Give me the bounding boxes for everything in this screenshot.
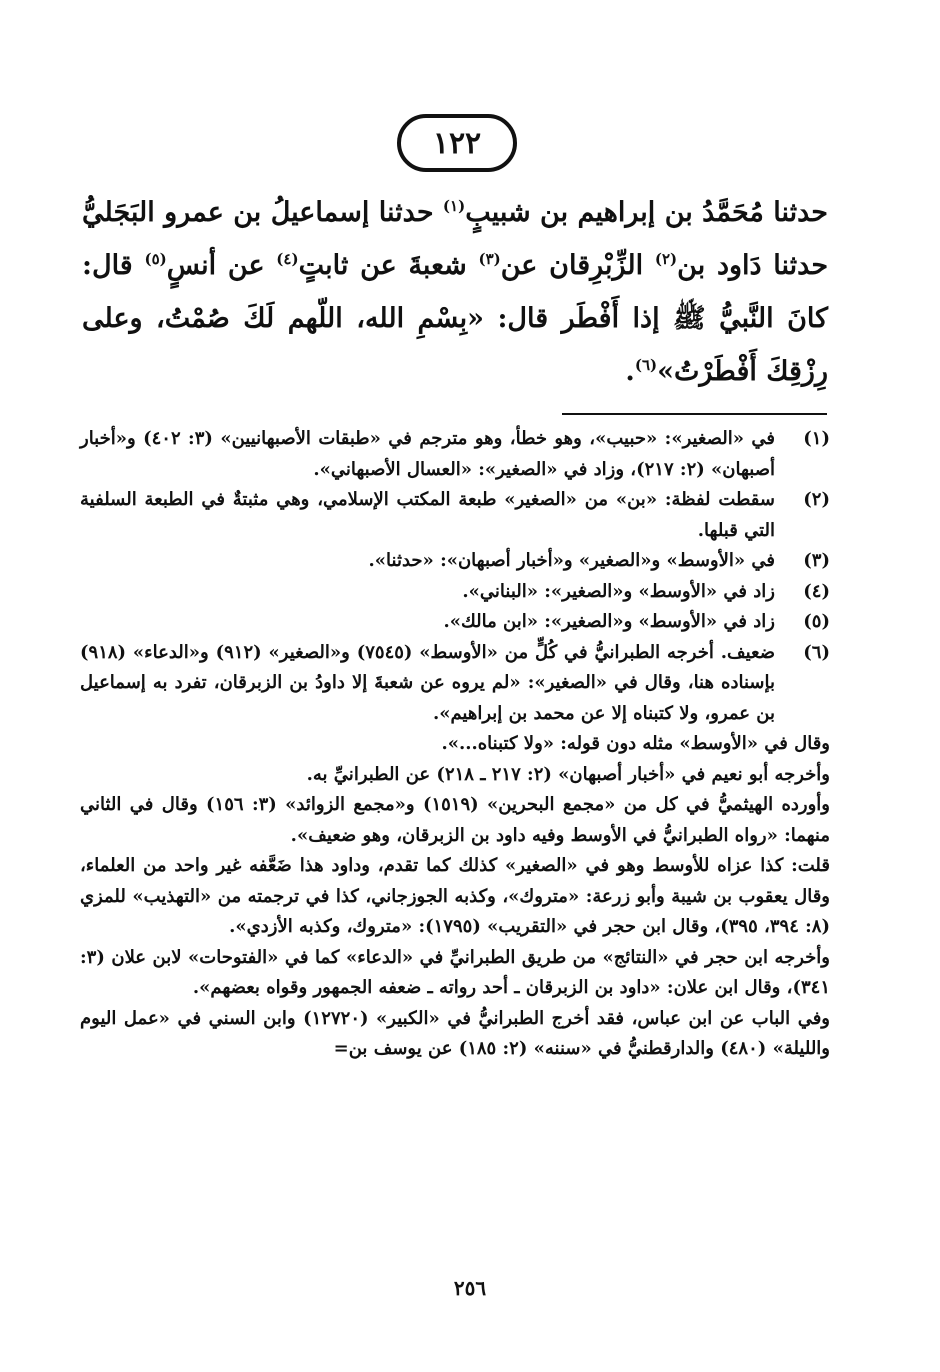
page-number: ٢٥٦: [453, 1276, 487, 1300]
footnote-reference: (٢): [654, 250, 678, 268]
footnote-text: في «الصغير»: «حبيب»، وهو خطأ، وهو مترجم في «طبقات الأصبهانيين» (٣: ٤٠٢) و«أخبار أصبهان» (٢: ٢١٧)، وزاد في «الصغير»: «العسال الأصبهاني».: [80, 428, 775, 480]
hadith-number: ١٢٢: [432, 125, 482, 161]
footnote-2: [80, 485, 830, 546]
footnote-divider: [562, 413, 827, 415]
footnote-continuation: قلت: كذا عزاه للأوسط وهو في «الصغير» كذلك كما تقدم، وداود هذا ضَعَّفه غير واحد من العلماء، وقال يعقوب بن شيبة وأبو زرعة: «متروك»، وكذبه الجوزجاني، كذا في ترجمته من «التهذيب» للمزي (٨: ٣٩٤، ٣٩٥)، وقال ابن حجر في «التقريب» (١٧٩٥): «متروك، وكذبه الأزدي».: [80, 855, 830, 937]
footnote-reference: (١): [442, 197, 466, 215]
footnote-reference: (٤): [276, 250, 299, 268]
hadith-segment: حدثنا إسماعيلُ بن عمرو البَجَليُّ حدثنا دَاود بن$^{(٢)}$: [82, 197, 829, 281]
hadith-segment: قال: كانَ النَّبيُّ ﷺ إذا أَفْطَر قال: «بِسْمِ الله، اللّهم لَكَ صُمْتُ، وعلى رِزْقِكَ أَفْطَرْتُ»$^{(٦)}$: [82, 250, 828, 387]
footnote-number: (٤): [803, 580, 830, 602]
footnote-4: [80, 577, 830, 608]
footnote-text: في «الأوسط» و«الصغير» و«أخبار أصبهان»: «حدثنا».: [368, 550, 775, 571]
footnote-text: زاد في «الأوسط» و«الصغير»: «البناني».: [462, 580, 775, 602]
footnote-number: (٢): [803, 489, 830, 510]
footnote-text: سقطت لفظة: «بن» من «الصغير» طبعة المكتب الإسلامي، وهي مثبتةٌ في الطبعة السلفية التي قبلها.: [80, 489, 775, 541]
footnote-number: (٣): [803, 550, 830, 571]
footnote-reference: (٣): [478, 250, 501, 268]
footnote-continuation: وأخرجه أبو نعيم في «أخبار أصبهان» (٢: ٢١٧ ـ ٢١٨) عن الطبرانيِّ به.: [306, 763, 830, 785]
hadith-segment: عن أنسٍ$^{(٥)}$: [144, 250, 277, 281]
footnote-text: زاد في «الأوسط» و«الصغير»: «ابن مالك».: [443, 611, 775, 632]
footnote-5: [80, 607, 830, 638]
footnote-text: ضعيف. أخرجه الطبرانيُّ في كُلٍّ من «الأوسط» (٧٥٤٥) و«الصغير» (٩١٢) و«الدعاء» (٩١٨) بإسناده هنا، وقال في «الصغير»: «لم يروه عن شعبةَ إلا داودُ بن الزبرقان، تفرد به إسماعيل بن عمرو، ولا كتبناه إلا عن محمد بن إبراهيم».: [80, 641, 775, 724]
hadith-segment: الزِّبْرِقان عن$^{(٣)}$: [478, 250, 655, 281]
footnote-number: (٦): [803, 641, 830, 663]
footnote-number: (٥): [803, 611, 830, 632]
footnote-3: [80, 546, 830, 577]
footnote-6: [80, 638, 830, 730]
hadith-segment: حدثنا مُحَمَّدُ بن إبراهيم بن شبيبٍ$^{(١)}$: [442, 197, 828, 228]
hadith-text: [82, 186, 828, 398]
hadith-segment: .: [625, 356, 635, 387]
footnote-1: [80, 424, 830, 485]
footnote-continuation: وقال في «الأوسط» مثله دون قوله: «ولا كتبناه...».: [441, 733, 830, 754]
footnote-reference: (٥): [144, 250, 167, 268]
footnote-continuation: وأورده الهيثميُّ في كل من «مجمع البحرين» (١٥١٩) و«مجمع الزوائد» (٣: ١٥٦) وقال في الثاني منهما: «رواه الطبرانيُّ في الأوسط وفيه داود بن الزبرقان، وهو ضعيف».: [80, 794, 830, 846]
footnote-continuation: وفي الباب عن ابن عباس، فقد أخرج الطبرانيُّ في «الكبير» (١٢٧٢٠) وابن السني في «عمل اليوم والليلة» (٤٨٠) والدارقطنيُّ في «سننه» (٢: ١٨٥) عن يوسف بن=: [80, 1007, 831, 1059]
footnote-continuation: وأخرجه ابن حجر في «النتائج» من طريق الطبرانيِّ في «الدعاء» كما في «الفتوحات» لابن علان (٣: ٣٤١)، وقال ابن علان: «داود بن الزبرقان ـ أحد رواته ـ ضعفه الجمهور وقواه بعضهم».: [80, 946, 830, 998]
footnotes-section: [80, 424, 830, 1065]
hadith-segment: شعبةَ عن ثابتٍ$^{(٤)}$: [276, 250, 479, 281]
hadith-number-badge: [397, 114, 517, 172]
footnote-reference: (٦): [634, 356, 658, 374]
footnote-number: (١): [803, 428, 830, 449]
